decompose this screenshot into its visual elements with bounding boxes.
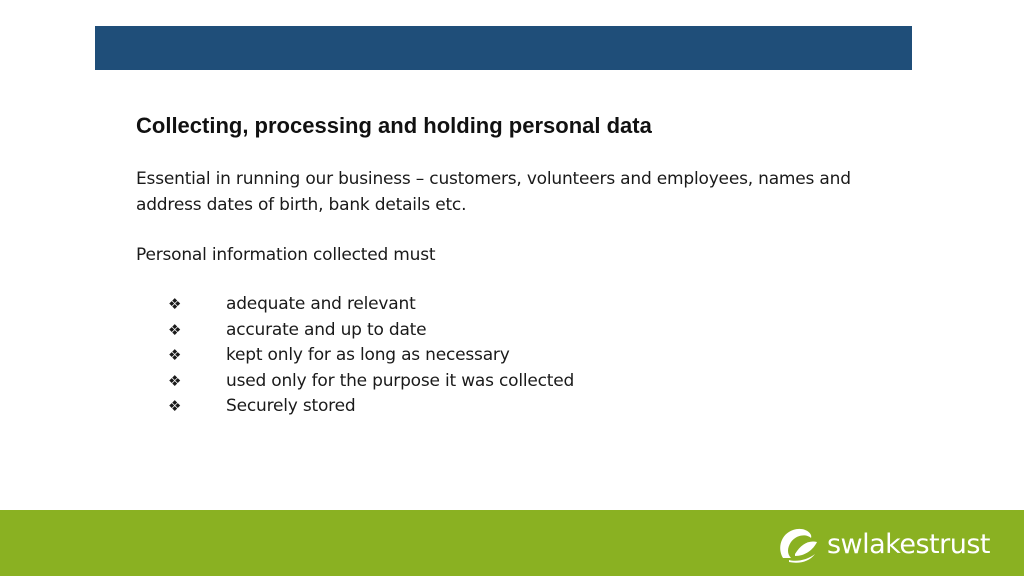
brand-logo xyxy=(775,524,990,564)
bullet-text: used only for the purpose it was collected xyxy=(226,370,575,391)
list-item xyxy=(136,343,896,369)
bullet-list xyxy=(136,292,896,420)
bullet-text: accurate and up to date xyxy=(226,319,427,340)
leaf-icon xyxy=(775,524,821,564)
slide-content xyxy=(136,112,896,420)
diamond-bullet-icon: ❖ xyxy=(168,371,182,390)
bullet-text: Securely stored xyxy=(226,396,356,417)
list-item xyxy=(136,394,896,420)
footer-bar xyxy=(0,510,1024,576)
slide-title: Collecting, processing and holding personal data xyxy=(136,113,652,138)
bullet-text: kept only for as long as necessary xyxy=(226,345,510,366)
list-item xyxy=(136,318,896,344)
intro-text: Personal information collected must xyxy=(136,245,436,265)
header-bar xyxy=(95,26,912,70)
diamond-bullet-icon: ❖ xyxy=(168,346,182,365)
slide-paragraph: Essential in running our business – customers, volunteers and employees, names and address dates of birth, bank details etc. xyxy=(136,169,851,215)
bullet-text: adequate and relevant xyxy=(226,294,416,314)
logo-text: swlakestrust xyxy=(826,528,990,560)
list-item xyxy=(136,292,896,318)
list-item xyxy=(136,369,896,395)
diamond-bullet-icon: ❖ xyxy=(168,320,182,339)
diamond-bullet-icon: ❖ xyxy=(168,397,182,416)
diamond-bullet-icon: ❖ xyxy=(168,295,182,313)
